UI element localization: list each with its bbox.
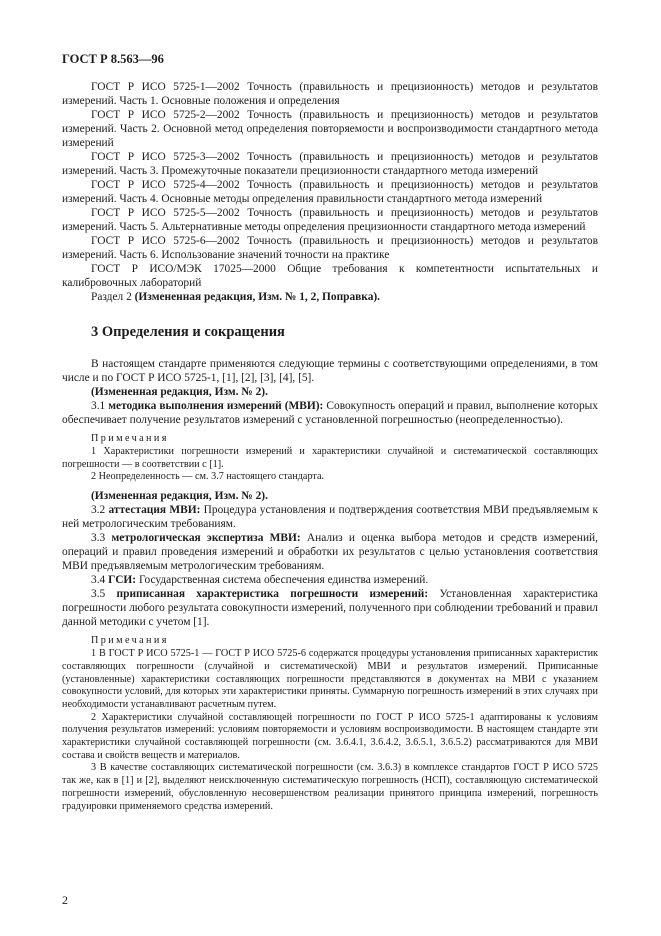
- note-item: 3 В качестве составляющих систематической погрешности (см. 3.6.3) в комплексе стандартов ГОСТ Р ИСО 5725 так же, как в [1] и [2], выделяют неисключенную систематическую погрешность (НСП), составляющую систематической погрешности измерений, обусловленную несовершенством реализации принятого принципа измерений, погрешность градуировки применяемого средства измерений.: [62, 762, 598, 812]
- reference-item: ГОСТ Р ИСО 5725-5—2002 Точность (правильность и прецизионность) методов и результатов измерений. Часть 5. Альтернативные методы определения прецизионности стандартного метода измерений: [62, 207, 598, 233]
- reference-item: ГОСТ Р ИСО/МЭК 17025—2000 Общие требования к компетентности испытательных и калибровочных лабораторий: [62, 263, 598, 289]
- definition-3-3: [62, 531, 598, 573]
- amendment-note: [62, 489, 598, 503]
- note-item: 2 Неопределенность — см. 3.7 настоящего стандарта.: [91, 471, 325, 483]
- definition-term: метрологическая экспертиза МВИ:: [111, 532, 301, 545]
- definition-number: 3.5: [91, 588, 106, 601]
- section-title: 3 Определения и сокращения: [91, 324, 285, 340]
- definition-number: 3.2: [91, 504, 106, 517]
- definition-3-5: [62, 587, 598, 629]
- definition-text: Установленная характеристика погрешности любого результата совокупности измерений, полученного при соблюдении требований и правил данной методики с учетом [1].: [62, 588, 598, 629]
- definition-number: 3.3: [91, 532, 106, 545]
- definition-text: Анализ и оценка выбора методов и средств измерений, операций и правил проведения измерений и обработки их результатов с целью установления соответствия МВИ предъявляемым метрологическим требованиям.: [62, 532, 598, 573]
- reference-item: ГОСТ Р ИСО 5725-3—2002 Точность (правильность и прецизионность) методов и результатов измерений. Часть 3. Промежуточные показатели прецизионности стандартного метода измерений: [62, 151, 598, 177]
- definition-3-1: [62, 399, 598, 427]
- section-intro: В настоящем стандарте применяются следующие термины с соответствующими определениями, в том числе и по ГОСТ Р ИСО 5725-1, [1], [2], [3], [4], [5].: [62, 358, 598, 384]
- notes-label: Примечания: [91, 635, 169, 647]
- notes-label: Примечания: [91, 433, 169, 444]
- definition-3-4: [62, 573, 598, 587]
- note-item: 2 Характеристики случайной составляющей погрешности по ГОСТ Р ИСО 5725-1 адаптированы к условиям получения результатов измерений: условиям повторяемости и условиям воспроизводимости. В настоящем стандарте эти характеристики случайной составляющей погрешности (см. 3.6.4.1, 3.6.4.2, 3.6.5.1, 3.6.5.2) рассматриваются для МВИ состава и свойств веществ и материалов.: [62, 711, 598, 761]
- amendment-text: (Измененная редакция, Изм. № 2).: [91, 490, 268, 503]
- note-item: 1 Характеристики погрешности измерений и характеристики случайной и систематической составляющих погрешности — в соответствии с [1].: [62, 446, 598, 470]
- definition-term: приписанная характеристика погрешности измерений:: [116, 588, 429, 601]
- definition-text: Совокупность операций и правил, выполнение которых обеспечивает получение результатов измерений с установленной погрешностью (неопределенностью).: [62, 400, 598, 426]
- document-code-header: ГОСТ Р 8.563—96: [62, 52, 164, 66]
- note-item: 1 В ГОСТ Р ИСО 5725-1 — ГОСТ Р ИСО 5725-6 содержатся процедуры установления приписанных характеристик составляющих погрешности (случайной и систематической) МВИ и результатов измерений. Приписанные (установленные) характеристики составляющих погрешности представляются в документах на МВИ с указанием совокупности условий, для которых эти характеристики приняты. Суммарную погрешность измерений в этих случаях при необходимости устанавливают расчетным путем.: [62, 648, 598, 710]
- reference-item: ГОСТ Р ИСО 5725-4—2002 Точность (правильность и прецизионность) методов и результатов измерений. Часть 4. Основные методы определения правильности стандартного метода измерений: [62, 179, 598, 205]
- section2-amendment: (Измененная редакция, Изм. № 1, 2, Поправка).: [134, 291, 381, 303]
- definition-text: Государственная система обеспечения единства измерений.: [136, 574, 429, 587]
- reference-item: ГОСТ Р ИСО 5725-6—2002 Точность (правильность и прецизионность) методов и результатов измерений. Часть 6. Использование значений точности на практике: [62, 235, 598, 261]
- definition-term: методика выполнения измерений (МВИ):: [108, 400, 324, 412]
- definition-text: Процедура установления и подтверждения соответствия МВИ предъявляемым к ней метрологическим требованиям.: [62, 504, 598, 531]
- definition-3-2: [62, 503, 598, 531]
- reference-item: ГОСТ Р ИСО 5725-2—2002 Точность (правильность и прецизионность) методов и результатов измерений. Часть 2. Основной метод определения повторяемости и воспроизводимости стандартного метода измерений: [62, 109, 598, 149]
- page-content: [62, 80, 598, 813]
- reference-item: ГОСТ Р ИСО 5725-1—2002 Точность (правильность и прецизионность) методов и результатов измерений. Часть 1. Основные положения и определения: [62, 81, 598, 107]
- definition-term: ГСИ:: [108, 574, 137, 587]
- section2-label: Раздел 2: [91, 291, 132, 303]
- section2-amendment-note: [62, 290, 598, 304]
- definition-term: аттестация МВИ:: [108, 504, 201, 517]
- amendment-text: (Измененная редакция, Изм. № 2).: [91, 386, 268, 398]
- definition-number: 3.1: [91, 400, 106, 412]
- amendment-note: [62, 385, 598, 399]
- page-number: 2: [62, 893, 68, 907]
- definition-number: 3.4: [91, 574, 106, 587]
